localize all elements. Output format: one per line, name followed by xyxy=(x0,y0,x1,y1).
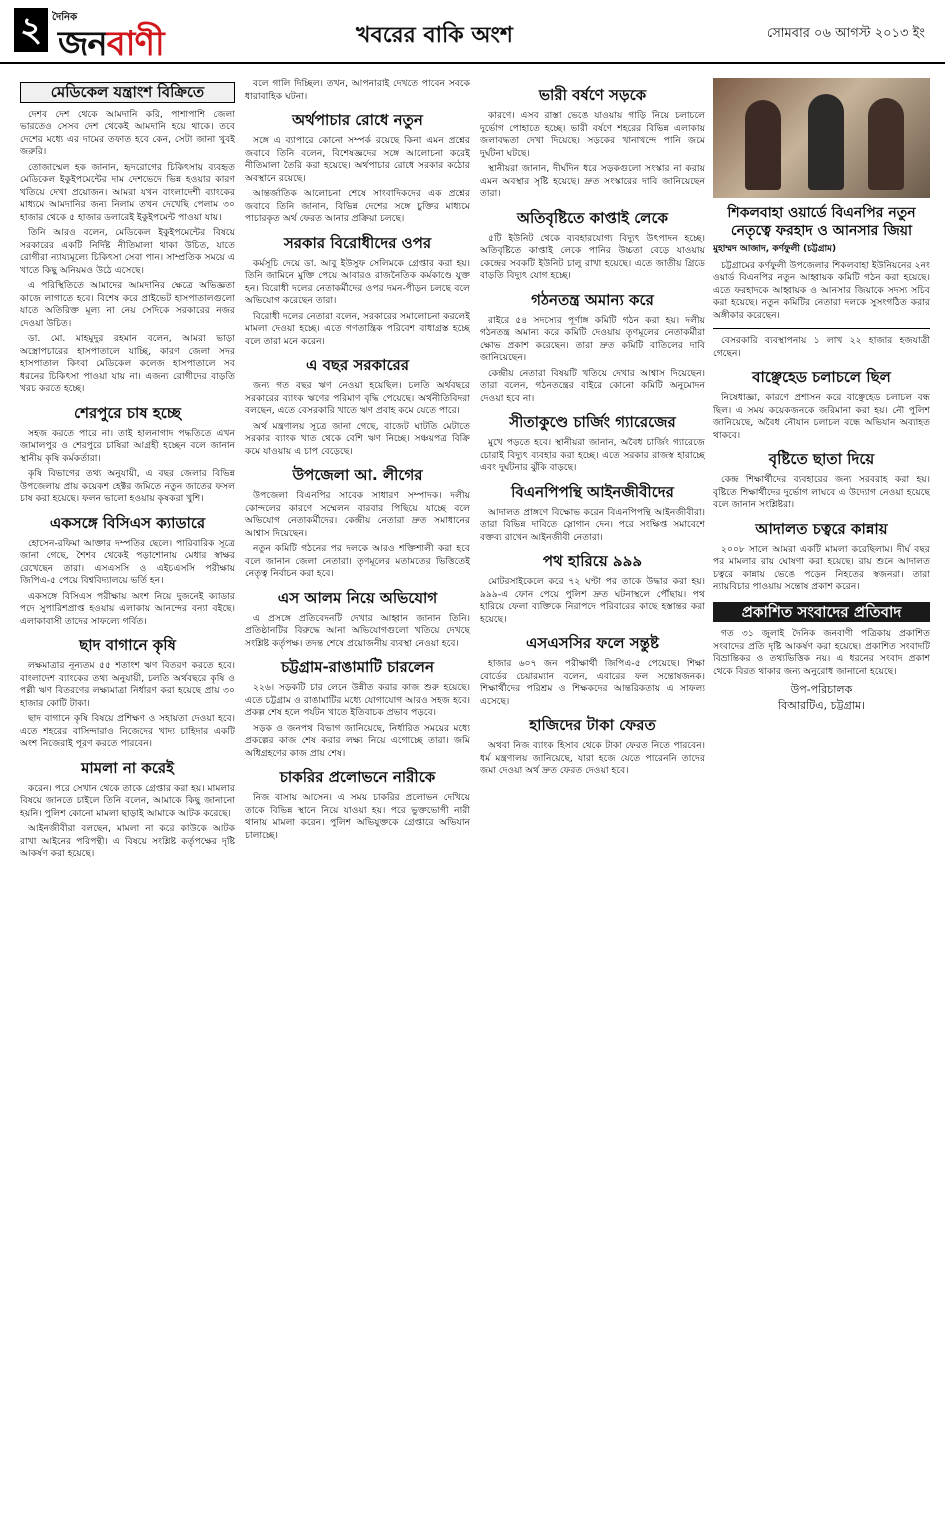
body-text: তিনি আরও বলেন, মেডিকেল ইকুইপমেন্টের বিষয়ে সরকারের একটি নির্দিষ্ট নীতিমালা থাকা উচিত, যাতে রোগীরা ন্যায্যমূল্যে চিকিৎসা সেবা পান। সাম্প্রতিক সময়ে এ খাতে কিছু অনিয়মও উঠে এসেছে। xyxy=(20,227,235,276)
rejoinder-title: প্রকাশিত সংবাদের প্রতিবাদ xyxy=(713,602,930,623)
body-text: এ পরিস্থিতিতে আমাদের আমদানির ক্ষেত্রে অভিজ্ঞতা কাজে লাগাতে হবে। বিশেষ করে প্রাইভেট হাসপাতালগুলো যাতে অতিরিক্ত মূল্য না নেয় সেদিকে সরকারের নজর দেওয়া উচিত। xyxy=(20,280,235,329)
body-text: চট্টগ্রামের কর্ণফুলী উপজেলার শিকলবাহা ইউনিয়নের ২নং ওয়ার্ড বিএনপির নতুন আহ্বায়ক কমিটি গঠন করা হয়েছে। এতে ফরহাদকে আহ্বায়ক ও আনসার জিয়াকে সদস্য সচিব করা হয়েছে। নতুন কমিটির নেতারা দলকে সুসংগঠিত করার অঙ্গীকার করেছেন। xyxy=(713,259,930,321)
headline: মামলা না করেই xyxy=(81,758,174,777)
body-text: কেন্দ্রীয় নেতারা বিষয়টি খতিয়ে দেখার আশ্বাস দিয়েছেন। তারা বলেন, গঠনতন্ত্রের বাইরে কোনো কমিটি অনুমোদন দেওয়া হবে না। xyxy=(480,367,705,404)
body-text: একসঙ্গে বিসিএস পরীক্ষায় অংশ নিয়ে দুজনেই ক্যাডার পদে সুপারিশপ্রাপ্ত হওয়ায় এলাকায় আনন্দের বন্যা বইছে। এলাকাবাসী তাদের সাফল্যে গর্বিত। xyxy=(20,590,235,627)
headline: সরকার বিরোধীদের ওপর xyxy=(283,233,432,252)
body-text: হাজার ৬০৭ জন পরীক্ষার্থী জিপিএ-৫ পেয়েছে। শিক্ষা বোর্ডের চেয়ারম্যান বলেন, এবারের ফল সন্তোষজনক। শিক্ষার্থীদের পরিশ্রম ও শিক্ষকদের আন্তরিকতায় এ সাফল্য এসেছে। xyxy=(480,658,705,707)
headline: ভারী বর্ষণে সড়কে xyxy=(538,86,647,104)
body-text: অথবা নিজ ব্যাংক হিসাব থেকে টাকা ফেরত নিতে পারবেন। ধর্ম মন্ত্রণালয় জানিয়েছে, যারা হজে যেতে পারেননি তাদের জমা দেওয়া অর্থ দ্রুত ফেরত দেওয়া হবে। xyxy=(480,740,705,776)
body-text: হোসেন-রফিমা আক্তার দম্পতির ছেলে। পারিবারিক সূত্রে জানা গেছে, শৈশব থেকেই পড়াশোনায় মেধার স্বাক্ষর রেখেছেন তারা। এসএসসি ও এইচএসসি পরীক্ষায় জিপিএ-৫ পেয়ে বিশ্ববিদ্যালয়ে ভর্তি হন। xyxy=(20,537,235,586)
body-text: দেশব দেশ থেকে আমদানি করি, পাশাপাশি জেলা ভারতেও সেসব দেশ থেকেই আমদানি হয়ে থাকে। তবে দেশের মধ্যে এর দামের তফাত হবে কেন, সেটা জানা খুবই জরুরি। xyxy=(20,108,235,157)
body-text: গত ৩১ জুলাই দৈনিক জনবাণী পত্রিকায় প্রকাশিত সংবাদের প্রতি দৃষ্টি আকর্ষণ করা হয়েছে। প্রকাশিত সংবাদটি বিভ্রান্তিকর ও তথ্যভিত্তিক নয়। এ ধরনের সংবাদ প্রকাশ থেকে বিরত থাকার জন্য অনুরোধ জানানো হয়েছে। xyxy=(713,628,930,677)
headline: পথ হারিয়ে ৯৯৯ xyxy=(542,552,643,570)
body-text: মোটরসাইকেলে করে ৭২ ঘণ্টা পর তাকে উদ্ধার করা হয়। ৯৯৯-এ ফোন পেয়ে পুলিশ দ্রুত ঘটনাস্থলে পৌঁছায়। পথ হারিয়ে ফেলা ব্যক্তিকে নিরাপদে পরিবারের কাছে হস্তান্তর করা হয়েছে। xyxy=(480,576,705,625)
news-photo xyxy=(713,78,930,198)
body-text: ২০০৮ সালে আমরা একটি মামলা করেছিলাম। দীর্ঘ বছর পর মামলার রায় ঘোষণা করা হয়েছে। রায় শুনে আদালত চত্বরে কান্নায় ভেঙে পড়েন নিহতের স্বজনরা। তারা ন্যায়বিচার পাওয়ায় সন্তোষ প্রকাশ করেন। xyxy=(713,543,930,592)
column-3 xyxy=(480,78,705,1518)
body-text: উপজেলা বিএনপির সাবেক সাধারণ সম্পাদক। দলীয় কোন্দলের কারণে সম্মেলন বারবার পিছিয়ে যাচ্ছে বলে অভিযোগ নেতাকর্মীদের। কেন্দ্রীয় নেতারা দ্রুত সমাধানের আশ্বাস দিয়েছেন। xyxy=(245,490,470,539)
column-1 xyxy=(20,78,235,1518)
divider xyxy=(713,328,930,329)
person-figure xyxy=(745,100,781,190)
body-text: কারণে। এসব রাস্তা ভেঙে যাওয়ায় গাড়ি নিয়ে চলাচলে দুর্ভোগ পোহাতে হচ্ছে। ভারী বর্ষণে শহরের বিভিন্ন এলাকায় জলাবদ্ধতা দেখা দিয়েছে। সড়কের খানাখন্দে পানি জমে দুর্ঘটনা ঘটছে। xyxy=(480,110,705,159)
body-text: আন্তর্জাতিক আলোচনা শেষে সাংবাদিকদের এক প্রশ্নের জবাবে তিনি জানান, বিভিন্ন দেশের সঙ্গে চুক্তির মাধ্যমে পাচারকৃত অর্থ ফেরত আনার প্রক্রিয়া চলছে। xyxy=(245,188,470,224)
headline: গঠনতন্ত্র অমান্য করে xyxy=(531,290,654,309)
body-text: কৃষি বিভাগের তথ্য অনুযায়ী, এ বছর জেলার বিভিন্ন উপজেলায় প্রায় কয়েকশ হেক্টর জমিতে নতুন জাতের ফসল চাষ করা হয়েছে। ফলন ভালো হওয়ায় কৃষকরা খুশি। xyxy=(20,468,235,504)
body-text: ৫টি ইউনিট থেকে ব্যবহারযোগ্য বিদ্যুৎ উৎপাদন হচ্ছে। অতিবৃষ্টিতে কাপ্তাই লেকে পানির উচ্চতা বেড়ে যাওয়ায় কেন্দ্রের সবকটি ইউনিট চালু রাখা হয়েছে। এতে জাতীয় গ্রিডে বাড়তি বিদ্যুৎ যোগ হচ্ছে। xyxy=(480,232,705,281)
body-text: স্থানীয়রা জানান, দীর্ঘদিন ধরে সড়কগুলো সংস্কার না করায় এমন অবস্থার সৃষ্টি হয়েছে। দ্রুত সংস্কারের দাবি জানিয়েছেন তারা। xyxy=(480,163,705,199)
section-title: খবরের বাকি অংশ xyxy=(356,23,513,48)
body-text: নতুন কমিটি গঠনের পর দলকে আরও শক্তিশালী করা হবে বলে জানান জেলা নেতারা। তৃণমূলের মতামতের ভিত্তিতেই নেতৃত্ব নির্বাচন করা হবে। xyxy=(245,543,470,579)
logo-part2: বাণী xyxy=(106,24,164,64)
body-text: অর্থ মন্ত্রণালয় সূত্রে জানা গেছে, বাজেট ঘাটতি মেটাতে সরকার ব্যাংক খাত থেকে বেশি ঋণ নিচ্ছে। সঞ্চয়পত্র বিক্রি কমে যাওয়ায় এ চাপ বেড়েছে। xyxy=(245,420,470,457)
body-text: এ প্রসঙ্গে প্রতিবেদনটি দেখার আহ্বান জানান তিনি। প্রতিষ্ঠানটির বিরুদ্ধে আনা অভিযোগগুলো খতিয়ে দেখছে সংশ্লিষ্ট কর্তৃপক্ষ। তদন্ত শেষে প্রয়োজনীয় ব্যবস্থা নেওয়া হবে। xyxy=(245,612,470,649)
body-text: মুখে পড়তে হবে। স্থানীয়রা জানান, অবৈধ চার্জিং গ্যারেজে চোরাই বিদ্যুৎ ব্যবহার করা হচ্ছে। এতে সরকার রাজস্ব হারাচ্ছে এবং দুর্ঘটনার ঝুঁকি বাড়ছে। xyxy=(480,437,705,473)
body-text: রাইরে ৫৪ সদস্যের পূর্ণাঙ্গ কমিটি গঠন করা হয়। দলীয় গঠনতন্ত্র অমান্য করে কমিটি দেওয়ায় তৃণমূলের নেতাকর্মীরা ক্ষোভ প্রকাশ করেছেন। তারা দ্রুত কমিটি বাতিলের দাবি জানিয়েছেন। xyxy=(480,314,705,363)
person-figure xyxy=(808,94,844,190)
headline: শেরপুরে চাষ হচ্ছে xyxy=(74,403,181,422)
logo-part1: জন xyxy=(58,24,107,64)
page-number: ২ xyxy=(14,8,48,52)
body-text: আইনজীবীরা বলছেন, মামলা না করে কাউকে আটক রাখা আইনের পরিপন্থী। এ বিষয়ে সংশ্লিষ্ট কর্তৃপক্ষের দৃষ্টি আকর্ষণ করা হয়েছে। xyxy=(20,823,235,859)
signoff-org: বিআরটিএ, চট্টগ্রাম। xyxy=(778,699,865,712)
headline: বাঞ্ছেহেড চলাচলে ছিল xyxy=(752,368,891,386)
body-text: নিষেধাজ্ঞা, কারণে প্রশাসন করে বাঞ্ছেহেড চলাচল বন্ধ ছিল। এ সময় কয়েকজনকে জরিমানা করা হয়। নৌ পুলিশ জানিয়েছে, অবৈধ নৌযান চলাচল বন্ধে অভিযান অব্যাহত থাকবে। xyxy=(713,392,930,441)
headline: মেডিকেল যন্ত্রাংশ বিক্রিতে xyxy=(20,82,235,103)
body-text: তোজাম্মেল হক জানান, হৃদরোগের চিকিৎসায় ব্যবহৃত মেডিকেল ইকুইপমেন্টের দাম দেশভেদে ভিন্ন হওয়ার কারণ খতিয়ে দেখা প্রয়োজন। আমরা যখন বাংলাদেশী ব্যাংকের মাধ্যমে আমদানির জন্য নিলাম তখন দেখেছি পেলাম ৩০ হাজার থেকে ৫ হাজার ডলারেই ইকুইপমেন্ট পাওয়া যায়। xyxy=(20,161,235,223)
body-text: ২২৬। সড়কটি চার লেনে উন্নীত করার কাজ শুরু হয়েছে। এতে চট্টগ্রাম ও রাঙামাটির মধ্যে যোগাযোগ আরও সহজ হবে। প্রকল্প শেষ হলে পর্যটন খাতে ইতিবাচক প্রভাব পড়বে। xyxy=(245,682,470,718)
masthead xyxy=(0,0,945,64)
column-2 xyxy=(245,78,470,1518)
headline: বৃষ্টিতে ছাতা দিয়ে xyxy=(768,450,875,468)
headline: চট্টগ্রাম-রাঙামাটি চারলেন xyxy=(281,658,434,676)
body-text: নিজ বাসায় আসেন। এ সময় চাকরির প্রলোভন দেখিয়ে তাকে বিভিন্ন স্থানে নিয়ে যাওয়া হয়। পরে ভুক্তভোগী নারী থানায় মামলা করেন। পুলিশ অভিযুক্তকে গ্রেপ্তারে অভিযান চালাচ্ছে। xyxy=(245,792,470,841)
body-text: লক্ষমাত্রার নূন্যতম ৫৫ শতাংশ ঋণ বিতরণ করতে হবে। বাংলাদেশ ব্যাংকের তথ্য অনুযায়ী, চলতি অর্থবছরে কৃষি ও পল্লী ঋণ বিতরণের লক্ষ্যমাত্রা নির্ধারণ করা হয়েছে প্রায় ৩০ হাজার কোটি টাকা। xyxy=(20,660,235,709)
headline: অতিবৃষ্টিতে কাপ্তাই লেকে xyxy=(516,208,668,227)
headline: এসএসসির ফলে সন্তুষ্ট xyxy=(526,634,659,652)
body-text: সঙ্গে এ ব্যাপারে কোনো সম্পর্ক রয়েছে কিনা এমন প্রশ্নের জবাবে তিনি বলেন, বিশেষজ্ঞদের সঙ্গে আলোচনা করেই নীতিমালা তৈরি করা হয়েছে। অর্থপাচার রোধে সরকার কঠোর অবস্থানে রয়েছে। xyxy=(245,135,470,184)
headline: একসঙ্গে বিসিএস ক্যাডারে xyxy=(49,513,206,532)
body-text: সড়ক ও জনপথ বিভাগ জানিয়েছে, নির্ধারিত সময়ের মধ্যে প্রকল্পের কাজ শেষ করার লক্ষ্য নিয়ে এগোচ্ছে তারা। জমি অধিগ্রহণের কাজ প্রায় শেষ। xyxy=(245,722,470,759)
headline: চাকরির প্রলোভনে নারীকে xyxy=(279,768,436,786)
headline: উপজেলা আ. লীগের xyxy=(292,466,423,484)
paper-logo xyxy=(58,18,164,75)
issue-date: সোমবার ০৬ আগস্ট ২০১৩ ইং xyxy=(766,26,925,41)
headline: হাজিদের টাকা ফেরত xyxy=(529,716,656,734)
body-text: কর্মসূচি দেয়ে ডা. আবু ইউসুফ সেলিমকে গ্রেপ্তার করা হয়। তিনি জামিনে মুক্তি পেয়ে আবারও রাজনৈতিক কর্মকাণ্ডে যুক্ত হন। বিরোধী দলের নেতাকর্মীদের ওপর দমন-পীড়ন চলছে বলে অভিযোগ করেছেন তারা। xyxy=(245,257,470,306)
photo-caption: শিকলবাহা ওয়ার্ডে বিএনপির নতুন নেতৃত্বে ফরহাদ ও আনসার জিয়া xyxy=(727,205,916,239)
body-text: বলে গালি দিচ্ছিল। তখন, আপনারাই দেখতে পাবেন সবকে ধারাবাহিক ঘটনা। xyxy=(245,78,470,102)
body-text: কেন্দ্র শিক্ষার্থীদের ব্যবহারের জন্য সরবরাহ করা হয়। বৃষ্টিতে শিক্ষার্থীদের দুর্ভোগ লাঘবে এ উদ্যোগ নেওয়া হয়েছে বলে জানান সংশ্লিষ্টরা। xyxy=(713,474,930,510)
body-text: জন্য গত বছর ঋণ নেওয়া হয়েছিল। চলতি অর্থবছরে সরকারের ব্যাংক ঋণের পরিমাণ বৃদ্ধি পেয়েছে। অর্থনীতিবিদরা বলছেন, এতে বেসরকারি খাতে ঋণ প্রবাহ কমে যেতে পারে। xyxy=(245,380,470,416)
headline: আদালত চত্বরে কান্নায় xyxy=(755,519,888,538)
body-text: ছাদ বাগানে কৃষি বিষয়ে প্রশিক্ষণ ও সহায়তা দেওয়া হবে। এতে শহরের বাসিন্দারাও নিজেদের খাদ্য চাহিদার একটি অংশ নিজেরাই পূরণ করতে পারবেন। xyxy=(20,713,235,749)
column-4 xyxy=(713,78,930,1518)
signoff-title: উপ-পরিচালক xyxy=(790,683,853,696)
headline: অর্থপাচার রোধে নতুন xyxy=(292,111,423,129)
body-text: করেন। পরে সেখান থেকে তাকে গ্রেপ্তার করা হয়। মামলার বিষয়ে জানতে চাইলে তিনি বলেন, আমাকে কিছু জানানো হয়নি। পুলিশ কোনো মামলা ছাড়াই আমাকে আটক করেছে। xyxy=(20,782,235,819)
body-text: বেসরকারি ব্যবস্থাপনায় ১ লাখ ২২ হাজার হজযাত্রী গেছেন। xyxy=(713,335,930,359)
body-text: সহজ করতে পারে না। তাই হালনাগাদ পদ্ধতিতে এখন জামালপুর ও শেরপুরে চাষিরা আগ্রহী হচ্ছেন বলে জানান স্থানীয় কৃষি কর্মকর্তারা। xyxy=(20,427,235,464)
headline: এ বছর সরকারের xyxy=(305,356,410,374)
headline: এস আলম নিয়ে অভিযোগ xyxy=(277,588,438,607)
headline: সীতাকুণ্ডে চার্জিং গ্যারেজের xyxy=(509,413,676,431)
person-figure xyxy=(868,98,904,190)
body-text: ডা. মো. মাহমুদুর রহমান বলেন, আমরা ভাড়া অস্ত্রোপচারের হাসপাতালে যাচ্ছি, কারণ জেলা সদর হাসপাতাল কিংবা মেডিকেল কলেজ হাসপাতালে সব ধরনের চিকিৎসা পাওয়া যায় না। এজন্য রোগীদের বাড়তি খরচ করতে হচ্ছে। xyxy=(20,333,235,394)
body-text: বিরোধী দলের নেতারা বলেন, সরকারের সমালোচনা করলেই মামলা দেওয়া হচ্ছে। এতে গণতান্ত্রিক পরিবেশ বাধাগ্রস্ত হচ্ছে বলে তারা মনে করেন। xyxy=(245,310,470,347)
headline: বিএনপিপন্থি আইনজীবীদের xyxy=(511,482,674,501)
paper-prefix: দৈনিক xyxy=(52,12,78,23)
headline: ছাদ বাগানে কৃষি xyxy=(79,636,176,654)
byline: মুহাম্মদ আজাদ, কর্ণফুলী (চট্টগ্রাম) xyxy=(713,244,837,254)
signoff xyxy=(713,682,930,714)
body-text: আদালত প্রাঙ্গণে বিক্ষোভ করেন বিএনপিপন্থি আইনজীবীরা। তারা বিভিন্ন দাবিতে স্লোগান দেন। পরে সংক্ষিপ্ত সমাবেশে বক্তব্য রাখেন আইনজীবী নেতারা। xyxy=(480,506,705,543)
